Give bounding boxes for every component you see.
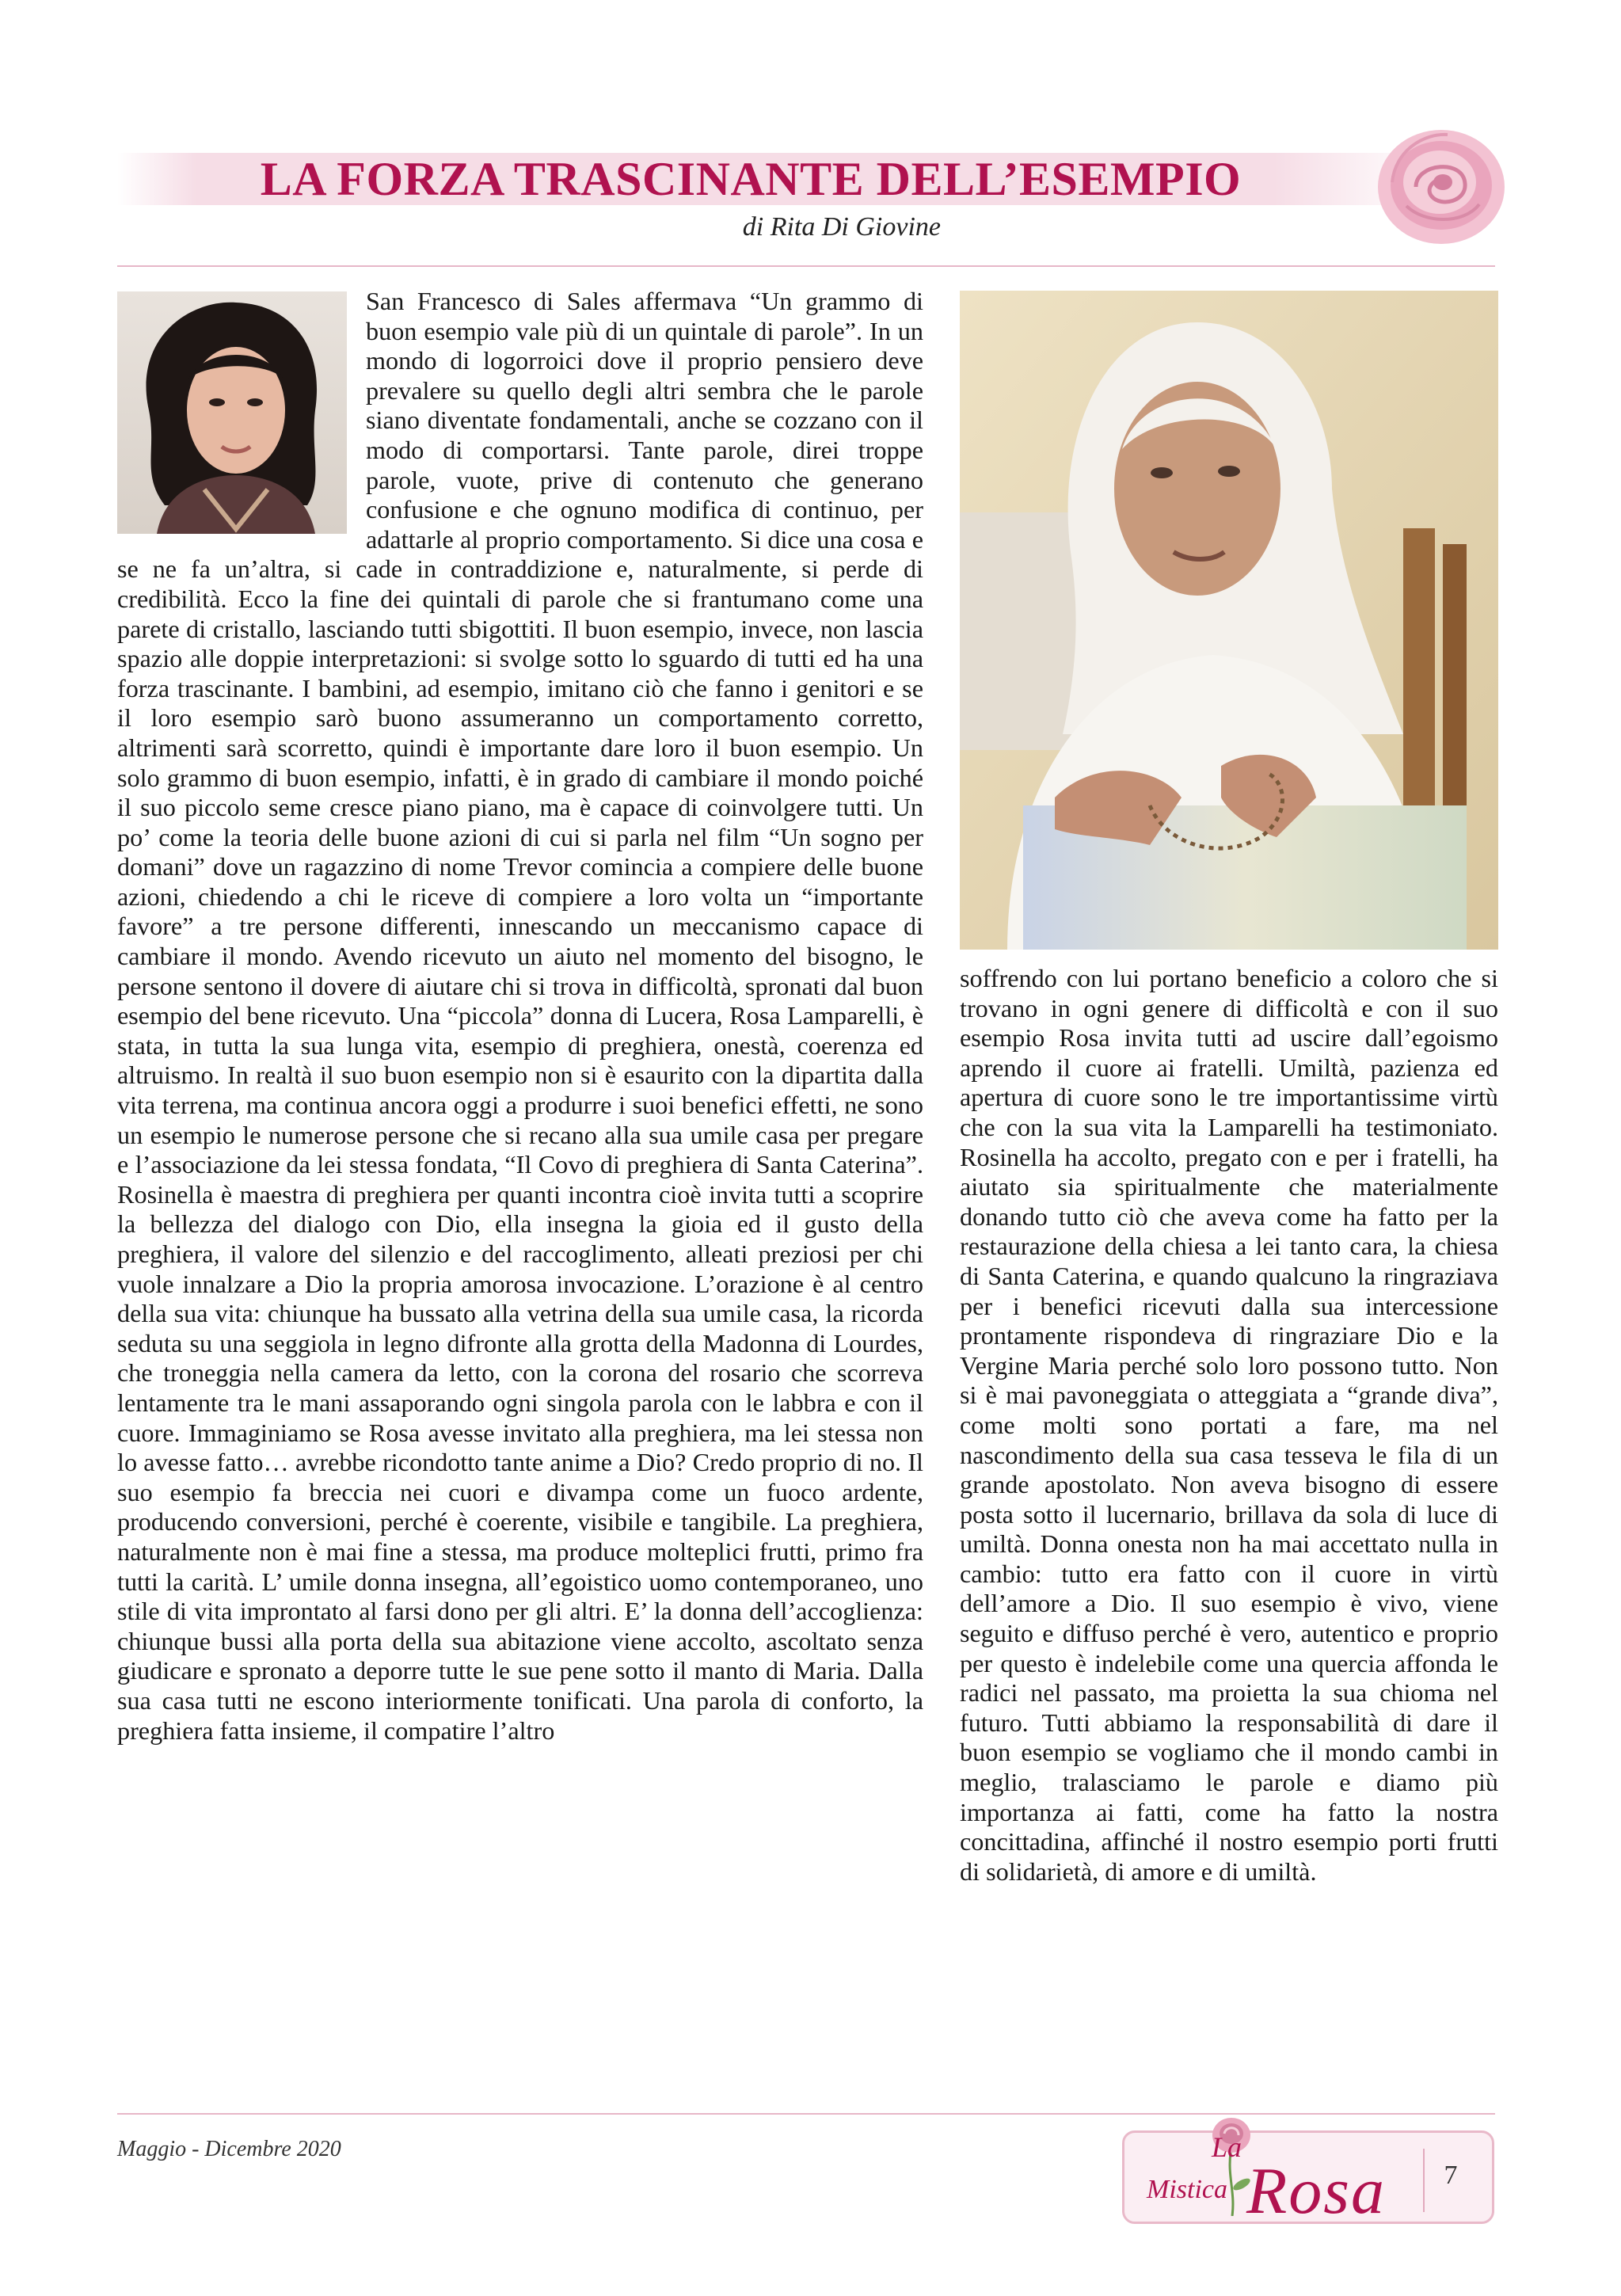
left-column (117, 287, 923, 1746)
logo-rosa-text: Rosa (1246, 2154, 1386, 2228)
rose-icon (1368, 119, 1509, 253)
logo-la-text: La (1212, 2131, 1242, 2163)
right-column (960, 964, 1498, 1887)
author-portrait (117, 291, 347, 534)
byline: di Rita Di Giovine (742, 212, 941, 242)
footer-box-divider (1423, 2149, 1425, 2212)
issue-date: Maggio - Dicembre 2020 (117, 2137, 341, 2161)
rosa-lamparelli-photo (960, 291, 1498, 950)
header-divider (117, 265, 1495, 267)
page-number: 7 (1444, 2161, 1458, 2190)
magazine-logo (1124, 2113, 1417, 2232)
article-title: LA FORZA TRASCINANTE DELL’ESEMPIO (260, 153, 1242, 205)
article-body-right: soffrendo con lui portano beneficio a coloro che si trovano in ogni genere di difficoltà e con il suo esempio Rosa invita tutti ad uscire dall’egoismo aprendo il cuore ai fratelli. Umiltà, pazienza ed apertura di cuore sono le tre importantissime virtù che con la sua vita la Lamparelli ha testimoniato. Rosinella ha accolto, pregato con e per i fratelli, ha aiutato sia spiritualmente che materialmente donando tutto ciò che aveva come ha fatto per la restaurazione della chiesa a lei tanto cara, la chiesa di Santa Caterina, e quando qualcuno la ringraziava per i benefici ricevuti dalla sua intercessione prontamente rispondeva di ringraziare Dio e la Vergine Maria perché solo loro possono tutto. Non si è mai pavoneggiata o atteggiata a “grande diva”, come molti sono portati a fare, ma nel nascondimento della sua casa tesseva le fila di un grande apostolato. Non aveva bisogno di essere posta sotto il lucernario, brillava da sola di luce di umiltà. Donna onesta non ha mai accettato nulla in cambio: tutto era fatto con il cuore in virtù dell’amore a Dio. Il suo esempio è vivo, viene seguito e diffuso perché è vero, autentico e proprio per questo è indelebile come una quercia affonda le radici nel passato, ma proietta la sua chioma nel futuro. Tutti abbiamo la responsabilità di dare il buon esempio se vogliamo che il mondo cambi in meglio, tralasciamo le parole e diamo più importanza ai fatti, come ha fatto la nostra concittadina, affinché il nostro esempio porti frutti di solidarietà, di amore e di umiltà. (960, 964, 1498, 1886)
article-body-left: San Francesco di Sales affermava “Un grammo di buon esempio vale più di un quintale di parole”. In un mondo di logorroici dove il proprio pensiero deve prevalere su quello degli altri sembra che le parole siano diventate fondamentali, anche se cozzano con il modo di comportarsi. Tante parole, direi troppe parole, vuote, prive di contenuto che generano confusione e che ognuno modifica di continuo, per adattarle al proprio comportamento. Si dice una cosa e se ne fa un’altra, si cade in contraddizione e, naturalmente, si perde di credibilità. Ecco la fine dei quintali di parole che si frantumano come una parete di cristallo, lasciando tutti sbigottiti. Il buon esempio, invece, non lascia spazio alle doppie interpretazioni: si svolge sotto lo sguardo di tutti ed ha una forza trascinante. I bambini, ad esempio, imitano ciò che fanno i genitori e se il loro esempio sarò buono assumeranno un comportamento corretto, altrimenti sarà scorretto, quindi è importante dare loro il buon esempio. Un solo grammo di buon esempio, infatti, è in grado di cambiare il mondo poiché il suo piccolo seme cresce piano piano, ma è capace di coinvolgere tutti. Un po’ come la teoria delle buone azioni di cui si parla nel film “Un sogno per domani” dove un ragazzino di nome Trevor comincia a compiere delle buone azioni, chiedendo a chi le riceve di compiere a loro volta un “importante favore” a tre persone differenti, innescando un meccanismo capace di cambiare il mondo. Avendo ricevuto un aiuto nel momento del bisogno, le persone sentono il dovere di aiutare chi si trova in difficoltà, spronati dal buon esempio del bene ricevuto. Una “piccola” donna di Lucera, Rosa Lamparelli, è stata, in tutta la sua lunga vita, esempio di preghiera, onestà, coerenza ed altruismo. In realtà il suo buon esempio non si è esaurito con la dipartita dalla vita terrena, ma continua ancora oggi a produrre i suoi benefici effetti, ne sono un esempio le numerose persone che si recano alla sua umile casa per pregare e l’associazione da lei stessa fondata, “Il Covo di preghiera di Santa Caterina”. Rosinella è maestra di preghiera per quanti incontra cioè invita tutti a scoprire la bellezza del dialogo con Dio, ella insegna la gioia ed il gusto della preghiera, il valore del silenzio e del raccoglimento, alleati preziosi per chi vuole innalzare a Dio la propria amorosa invocazione. L’orazione è al centro della sua vita: chiunque ha bussato alla vetrina della sua umile casa, la ricorda seduta su una seggiola in legno difronte alla grotta della Madonna di Lourdes, che troneggia nella camera da letto, con la corona del rosario che scorreva lentamente tra le mani assaporando ogni singola parola con le labbra e con il cuore. Immaginiamo se Rosa avesse invitato alla preghiera, ma lei stessa non lo avesse fatto… avrebbe ricondotto tante anime a Dio? Credo proprio di no. Il suo esempio fa breccia nei cuori e divampa come un fuoco ardente, producendo conversioni, perché è coerente, visibile e tangibile. La preghiera, naturalmente non è mai fine a stessa, ma produce molteplici frutti, primo fra tutti la carità. L’ umile donna insegna, all’egoistico uomo contemporaneo, uno stile di vita improntato al farsi dono per gli altri. E’ la donna dell’accoglienza: chiunque bussi alla porta della sua abitazione viene accolto, ascoltato senza giudicare e spronato a deporre tutte le sue pene sotto il manto di Maria. Dalla sua casa tutti ne escono interiormente tonificati. Una parola di conforto, la preghiera fatta insieme, il compatire l’altro (117, 287, 923, 1745)
logo-mistica-text: Mistica (1147, 2175, 1227, 2204)
